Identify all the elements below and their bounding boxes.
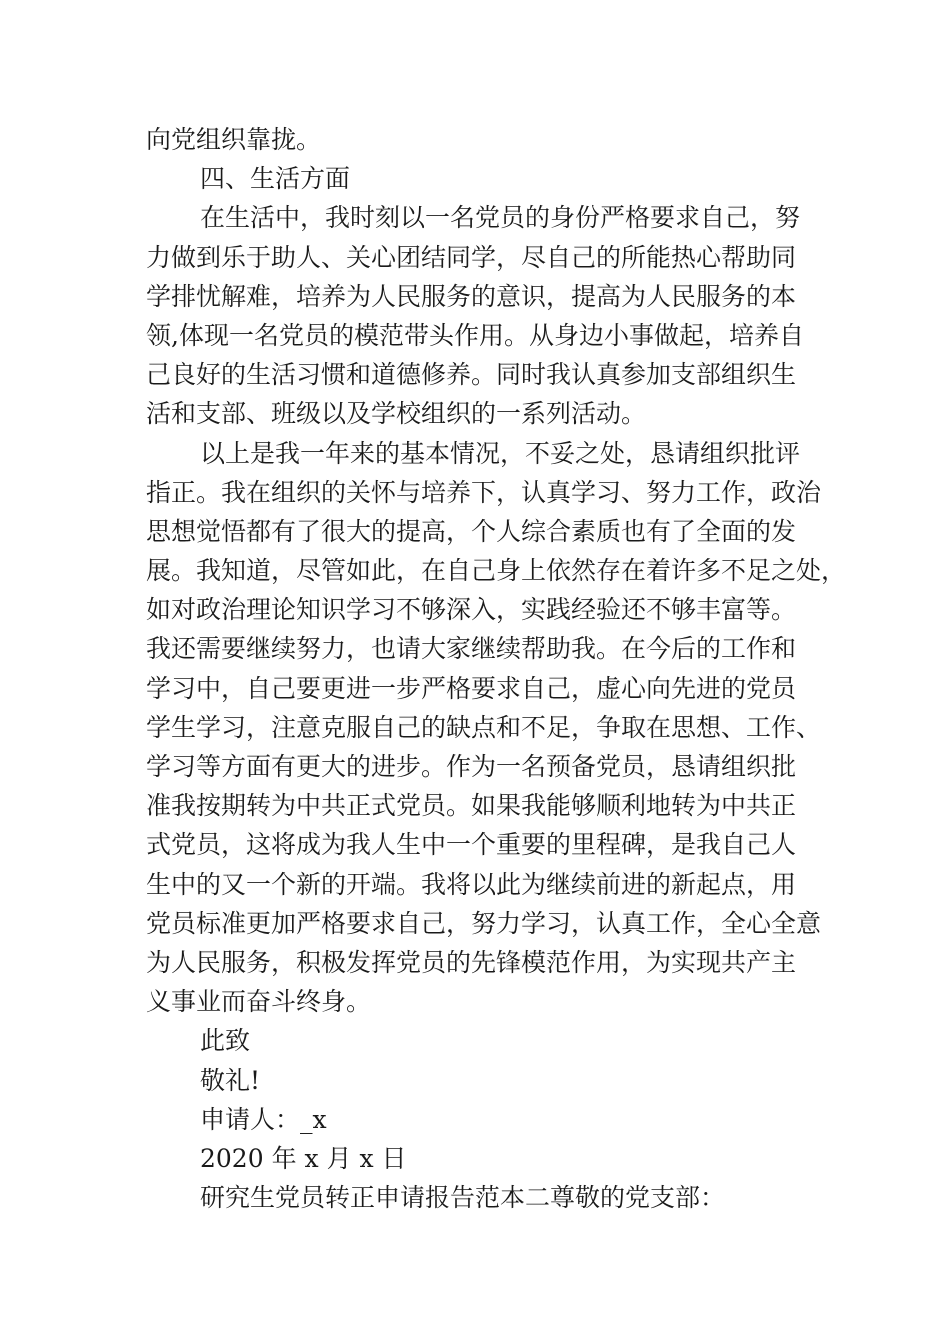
document-date: 2020 年 x 月 x 日	[200, 1143, 407, 1173]
text-line: 式党员，这将成为我人生中一个重要的里程碑，是我自己人	[146, 830, 797, 860]
text-line: 力做到乐于助人、关心团结同学，尽自己的所能热心帮助同	[146, 242, 797, 272]
text-line: 指正。我在组织的关怀与培养下，认真学习、努力工作，政治	[146, 477, 822, 507]
text-line: 如对政治理论知识学习不够深入，实践经验还不够丰富等。	[146, 595, 797, 625]
text-line: 我还需要继续努力，也请大家继续帮助我。在今后的工作和	[146, 634, 797, 664]
text-line: 义事业而奋斗终身。	[146, 987, 372, 1017]
closing-regards: 敬礼!	[200, 1065, 261, 1095]
text-line: 向党组织靠拢。	[146, 125, 322, 154]
text-line: 为人民服务，积极发挥党员的先锋模范作用，为实现共产主	[146, 947, 797, 977]
text-line: 党员标准更加严格要求自己，努力学习，认真工作，全心全意	[146, 908, 822, 938]
text-line: 展。我知道，尽管如此，在自己身上依然存在着许多不足之处，	[146, 556, 847, 586]
text-line: 领,体现一名党员的模范带头作用。从身边小事做起，培养自	[146, 320, 804, 350]
closing-salutation: 此致	[200, 1026, 251, 1056]
next-sample-title: 研究生党员转正申请报告范本二尊敬的党支部：	[200, 1183, 726, 1213]
text-line: 学生学习，注意克服自己的缺点和不足，争取在思想、工作、	[146, 712, 822, 742]
text-line: 学习等方面有更大的进步。作为一名预备党员，恳请组织批	[146, 752, 797, 781]
section-heading: 四、生活方面	[200, 164, 351, 194]
text-line: 在生活中，我时刻以一名党员的身份严格要求自己，努	[200, 203, 801, 233]
text-line: 学排忧解难，培养为人民服务的意识，提高为人民服务的本	[146, 281, 797, 311]
text-line: 准我按期转为中共正式党员。如果我能够顺利地转为中共正	[146, 791, 797, 821]
text-line: 生中的又一个新的开端。我将以此为继续前进的新起点，用	[146, 869, 797, 899]
text-line: 活和支部、班级以及学校组织的一系列活动。	[146, 399, 647, 429]
text-line: 以上是我一年来的基本情况，不妥之处，恳请组织批评	[200, 438, 801, 468]
text-line: 己良好的生活习惯和道德修养。同时我认真参加支部组织生	[146, 360, 797, 390]
document-body	[146, 120, 847, 1217]
applicant-signature: 申请人：_x	[200, 1104, 327, 1134]
text-line: 思想觉悟都有了很大的提高，个人综合素质也有了全面的发	[146, 516, 797, 546]
text-line: 学习中，自己要更进一步严格要求自己，虚心向先进的党员	[146, 673, 797, 703]
